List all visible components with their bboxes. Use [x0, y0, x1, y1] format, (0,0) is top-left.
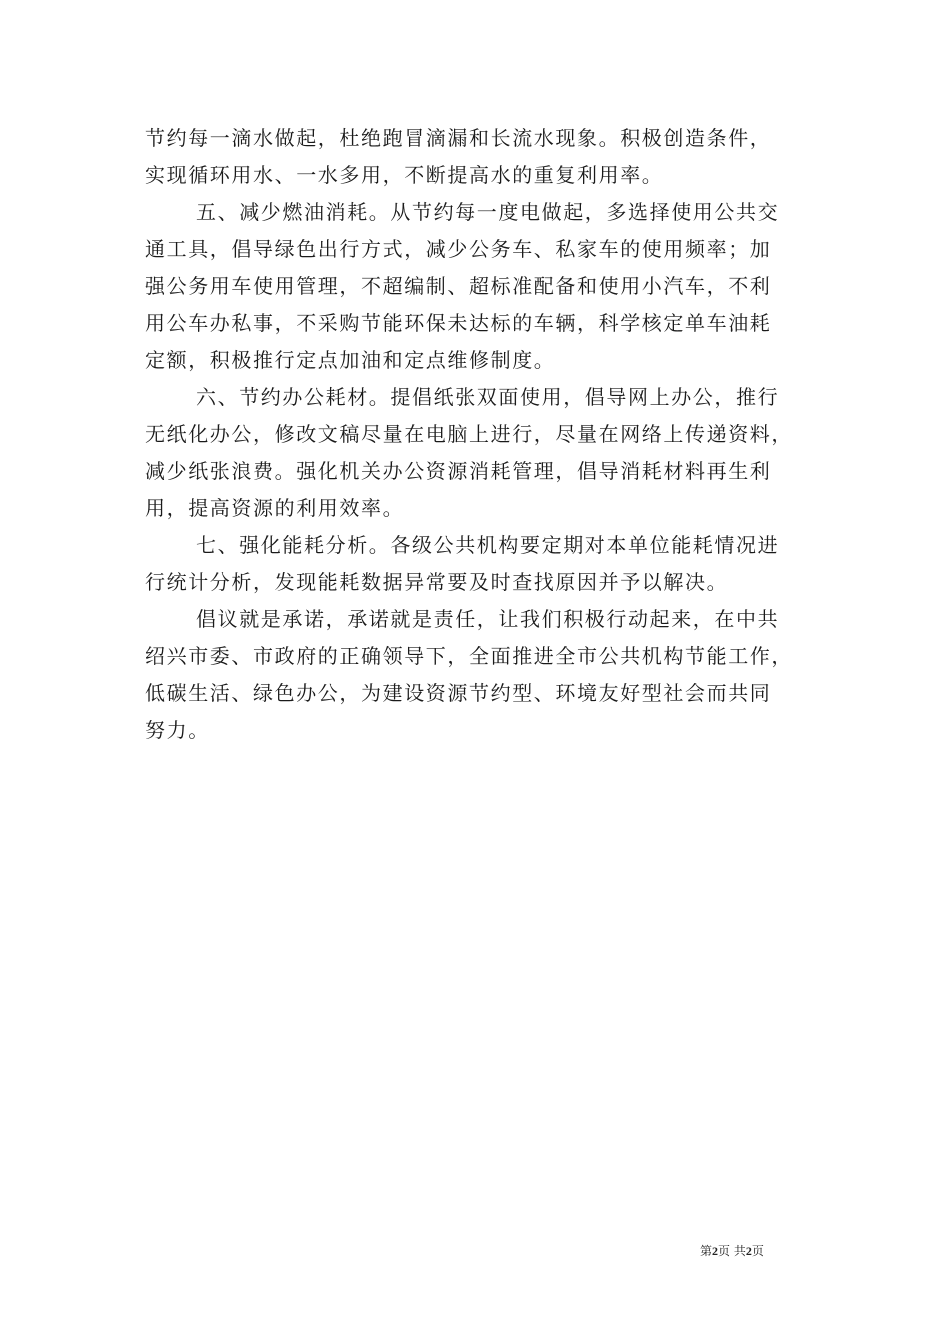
total-pages-number: 2	[745, 1244, 752, 1258]
footer-suffix: 页	[751, 1244, 764, 1258]
text-line: 实现循环用水、一水多用，不断提高水的重复利用率。	[145, 163, 664, 187]
text-line: 定额，积极推行定点加油和定点维修制度。	[145, 348, 556, 372]
paragraph-p1	[145, 120, 810, 194]
text-line: 强公务用车使用管理，不超编制、超标准配备和使用小汽车，不利	[145, 274, 772, 298]
text-line: 用，提高资源的利用效率。	[145, 496, 405, 520]
document-body	[145, 120, 810, 749]
text-line: 努力。	[145, 718, 210, 742]
text-line: 行统计分析，发现能耗数据异常要及时查找原因并予以解决。	[145, 570, 729, 594]
text-line: 无纸化办公，修改文稿尽量在电脑上进行，尽量在网络上传递资料，	[145, 422, 793, 446]
footer-prefix: 第	[700, 1244, 713, 1258]
paragraph-p5	[145, 601, 810, 749]
text-line: 七、强化能耗分析。各级公共机构要定期对本单位能耗情况进	[196, 533, 780, 557]
text-line: 六、节约办公耗材。提倡纸张双面使用，倡导网上办公，推行	[196, 385, 780, 409]
text-line: 绍兴市委、市政府的正确领导下，全面推进全市公共机构节能工作，	[145, 644, 793, 668]
page-footer	[700, 1243, 820, 1259]
paragraph-p3	[145, 379, 810, 527]
text-line: 通工具，倡导绿色出行方式，减少公务车、私家车的使用频率；加	[145, 237, 772, 261]
text-line: 倡议就是承诺，承诺就是责任，让我们积极行动起来，在中共	[196, 607, 780, 631]
text-line: 低碳生活、绿色办公，为建设资源节约型、环境友好型社会而共同	[145, 681, 772, 705]
footer-middle: 页 共	[718, 1244, 746, 1258]
text-line: 五、减少燃油消耗。从节约每一度电做起，多选择使用公共交	[196, 200, 780, 224]
paragraph-p2	[145, 194, 810, 379]
text-line: 节约每一滴水做起，杜绝跑冒滴漏和长流水现象。积极创造条件，	[145, 126, 772, 150]
paragraph-p4	[145, 527, 810, 601]
current-page-number: 2	[712, 1244, 719, 1258]
text-line: 用公车办私事，不采购节能环保未达标的车辆，科学核定单车油耗	[145, 311, 772, 335]
text-line: 减少纸张浪费。强化机关办公资源消耗管理，倡导消耗材料再生利	[145, 459, 772, 483]
